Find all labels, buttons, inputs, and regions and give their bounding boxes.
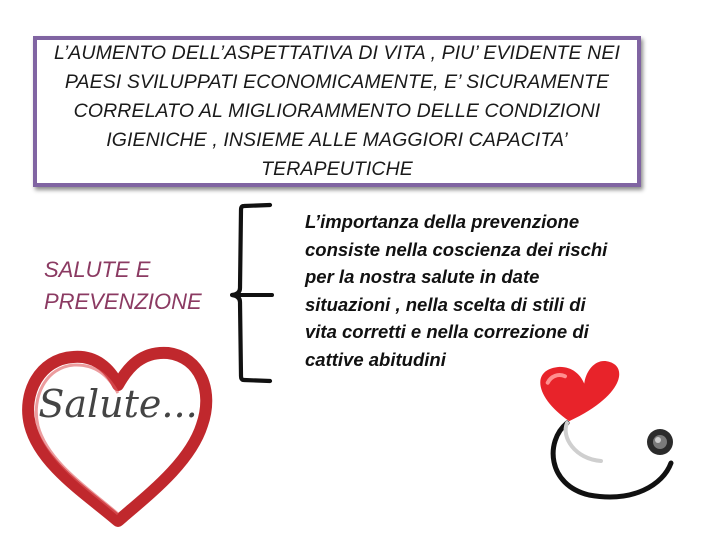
heart-salute-text: Salute... <box>38 382 198 426</box>
title-box <box>33 36 641 187</box>
left-label-line1: SALUTE E <box>44 257 151 282</box>
slide-title: L’AUMENTO DELL’ASPETTATIVA DI VITA , PIU’ EVIDENTE NEI PAESI SVILUPPATI ECONOMICAMENTE, E’ SICURAMENTE CORRELATO AL MIGLIORAMMENTO DELLE CONDIZIONI IGIENICHE , INSIEME ALLE MAGGIORI CAPACITA’ TERAPEUTICHE <box>54 42 620 180</box>
body-text: L’importanza della prevenzione consiste nella coscienza dei rischi per la nostra salute in date situazioni , nella scelta di stili di vita corretti e nella correzione di cattive abitudini <box>305 211 608 370</box>
left-label-line2: PREVENZIONE <box>44 289 202 314</box>
stethoscope-heart-image <box>505 345 705 530</box>
left-label <box>44 254 244 318</box>
curly-brace <box>230 202 280 384</box>
heart-salute-image <box>18 335 218 530</box>
